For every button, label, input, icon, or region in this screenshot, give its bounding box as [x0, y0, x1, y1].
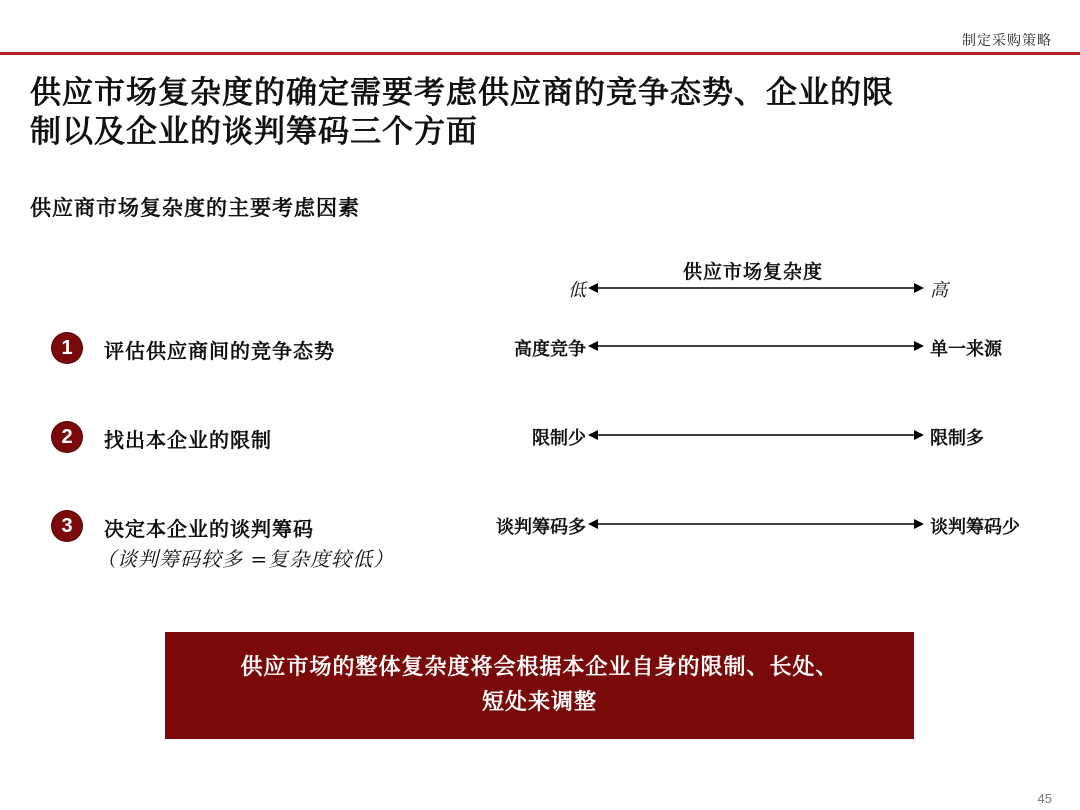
factor-3-low-label: 谈判筹码多: [496, 517, 586, 538]
factor-1-high-label: 单一来源: [930, 339, 1002, 360]
factor-3-number-badge: 3: [52, 511, 82, 541]
factor-2-text: 找出本企业的限制: [104, 428, 272, 452]
factor-2-low-label: 限制少: [532, 428, 586, 449]
factor-1-low-label: 高度竞争: [514, 339, 586, 360]
factor-3-double-arrow: [588, 517, 924, 531]
factor-2-high-label: 限制多: [930, 428, 984, 449]
scale-high-label: 高: [930, 280, 948, 301]
factor-3-text: 决定本企业的谈判筹码: [104, 517, 314, 541]
page-number: 45: [1037, 791, 1052, 806]
factor-3-high-label: 谈判筹码少: [930, 517, 1020, 538]
scale-low-label: 低: [568, 280, 586, 301]
page-title-line-2: 制以及企业的谈判筹码三个方面: [30, 114, 478, 150]
header-divider: [0, 52, 1080, 55]
factor-1-double-arrow: [588, 339, 924, 353]
conclusion-line-2: 短处来调整: [481, 689, 597, 715]
factor-2-double-arrow: [588, 428, 924, 442]
section-subtitle: 供应商市场复杂度的主要考虑因素: [30, 195, 360, 220]
page-title: [30, 74, 1040, 152]
factor-2-number-badge: 2: [52, 422, 82, 452]
factor-3-note: （谈判筹码较多 =复杂度较低）: [96, 547, 395, 571]
section-label: 制定采购策略: [962, 33, 1052, 49]
conclusion-line-1: 供应市场的整体复杂度将会根据本企业自身的限制、长处、: [240, 654, 839, 680]
factor-1-text: 评估供应商间的竞争态势: [104, 339, 335, 363]
scale-header: 供应市场复杂度: [683, 261, 824, 283]
scale-double-arrow: [588, 281, 924, 295]
page-title-line-1: 供应市场复杂度的确定需要考虑供应商的竞争态势、企业的限: [30, 75, 894, 111]
conclusion-box: [165, 632, 914, 739]
factor-1-number-badge: 1: [52, 333, 82, 363]
